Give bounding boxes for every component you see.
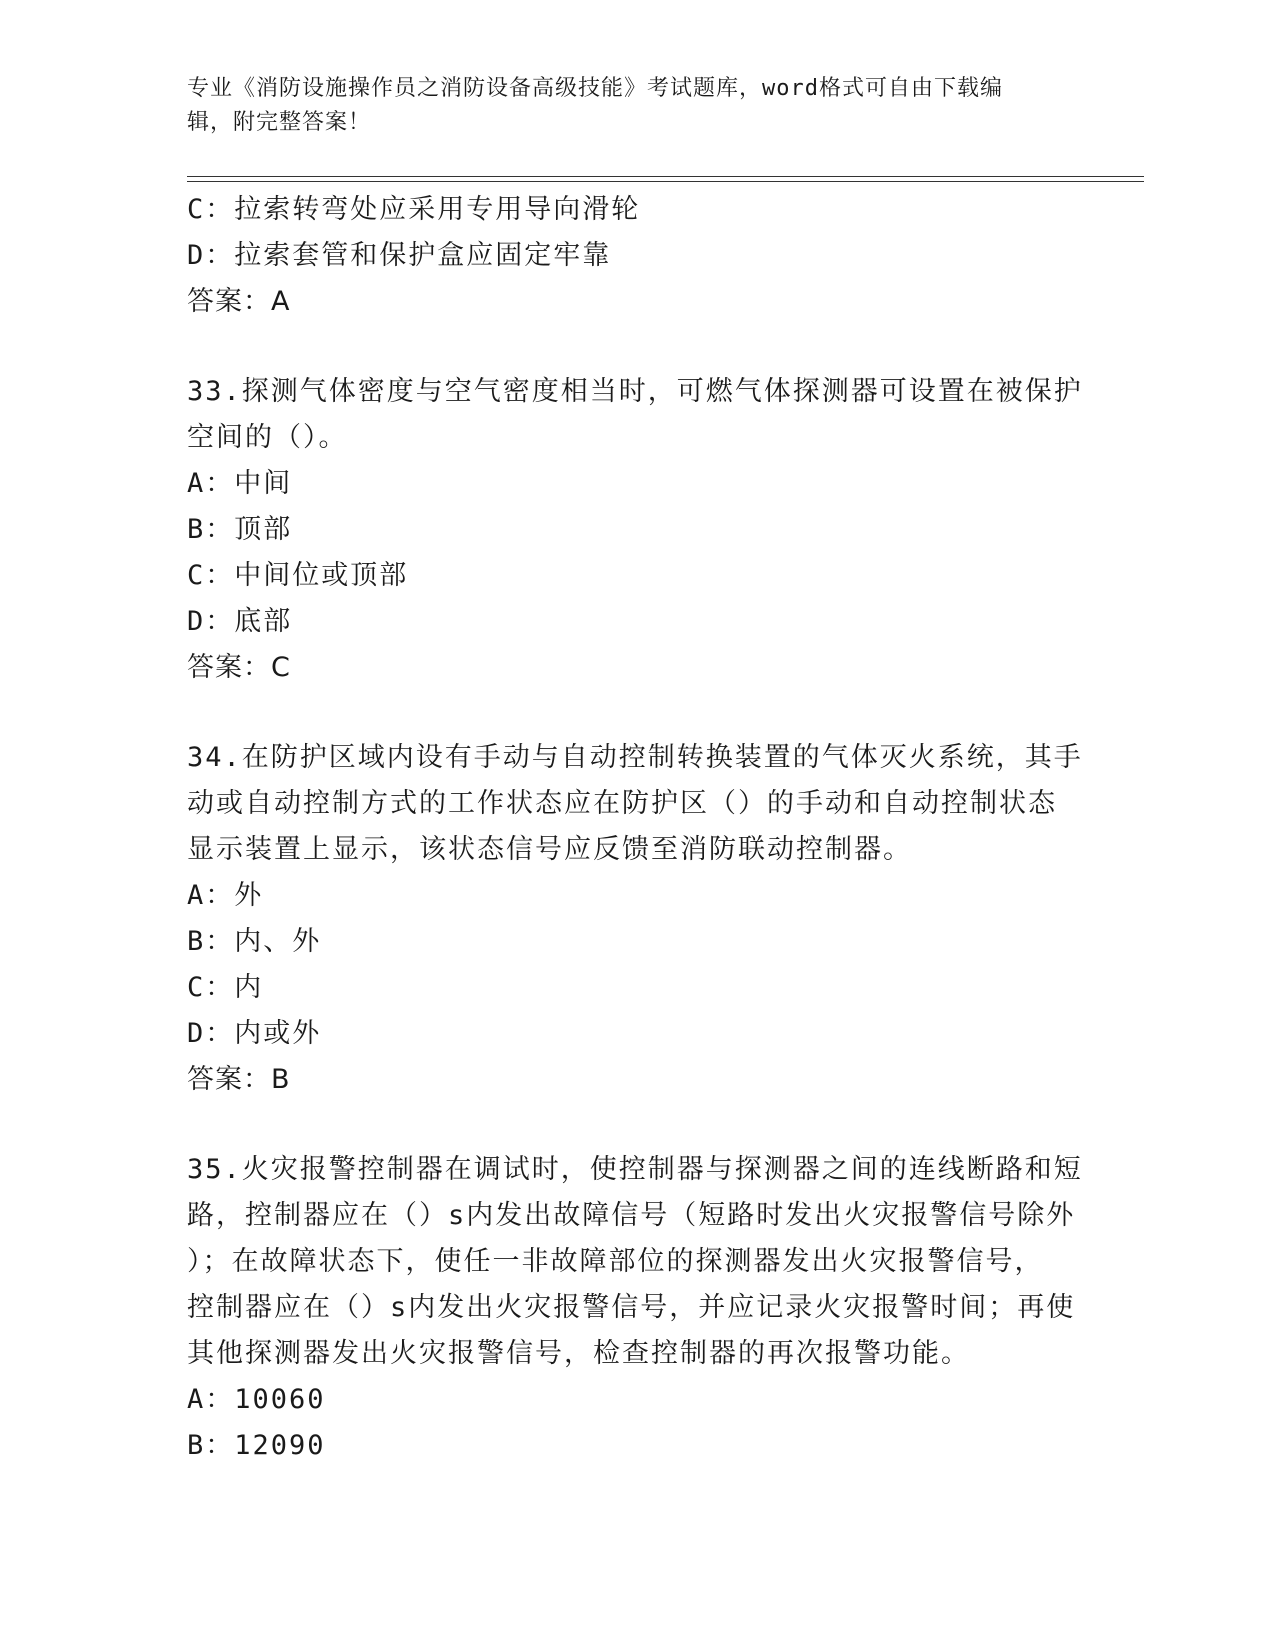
option-c — [187, 965, 1087, 1011]
document-header — [187, 72, 1067, 140]
option-text: 10060 — [234, 1384, 326, 1415]
option-text: 内、外 — [234, 926, 322, 957]
answer-line: 答案：B — [187, 1064, 291, 1095]
option-text: 拉索套管和保护盒应固定牢靠 — [234, 240, 612, 271]
header-line-1: 专业《消防设施操作员之消防设备高级技能》考试题库，word格式可自由下载编 — [187, 76, 1003, 101]
header-line-2: 辑，附完整答案！ — [187, 110, 372, 135]
question-33 — [187, 369, 1087, 691]
option-label: B： — [187, 1430, 235, 1461]
option-d — [187, 233, 1087, 279]
option-b — [187, 1423, 1087, 1469]
stem-line: 35.火灾报警控制器在调试时，使控制器与探测器之间的连线断路和短 — [187, 1154, 1083, 1185]
option-a — [187, 1377, 1087, 1423]
option-text: 中间 — [234, 468, 293, 499]
option-a — [187, 461, 1087, 507]
answer-line: 答案：A — [187, 286, 291, 317]
option-text: 底部 — [234, 606, 293, 637]
question-stem — [187, 369, 1087, 461]
option-b — [187, 507, 1087, 553]
option-text: 外 — [234, 880, 264, 911]
option-label: A： — [187, 880, 235, 911]
option-c — [187, 187, 1087, 233]
stem-line: 动或自动控制方式的工作状态应在防护区（）的手动和自动控制状态 — [187, 788, 1057, 819]
option-d — [187, 1011, 1087, 1057]
option-label: C： — [187, 972, 235, 1003]
option-text: 内或外 — [234, 1018, 322, 1049]
option-text: 顶部 — [234, 514, 293, 545]
stem-line: ）；在故障状态下，使任一非故障部位的探测器发出火灾报警信号， — [187, 1246, 1044, 1277]
option-text: 内 — [234, 972, 264, 1003]
stem-line: 33.探测气体密度与空气密度相当时，可燃气体探测器可设置在被保护 — [187, 376, 1083, 407]
option-text: 12090 — [234, 1430, 326, 1461]
header-divider-bottom — [187, 181, 1144, 182]
option-label: D： — [187, 1018, 235, 1049]
option-label: A： — [187, 468, 235, 499]
option-d — [187, 599, 1087, 645]
spacer — [187, 691, 1087, 735]
stem-line: 路，控制器应在（）s内发出故障信号（短路时发出火灾报警信号除外 — [187, 1200, 1076, 1231]
option-label: B： — [187, 514, 235, 545]
stem-line: 显示装置上显示，该状态信号应反馈至消防联动控制器。 — [187, 834, 912, 865]
spacer — [187, 325, 1087, 369]
option-label: C： — [187, 194, 235, 225]
stem-line: 控制器应在（）s内发出火灾报警信号，并应记录火灾报警时间；再使 — [187, 1292, 1076, 1323]
question-34 — [187, 735, 1087, 1103]
option-label: C： — [187, 560, 235, 591]
stem-line: 34.在防护区域内设有手动与自动控制转换装置的气体灭火系统，其手 — [187, 742, 1083, 773]
option-label: D： — [187, 240, 235, 271]
question-stem — [187, 1147, 1087, 1377]
option-c — [187, 553, 1087, 599]
answer-line: 答案：C — [187, 652, 291, 683]
spacer — [187, 1103, 1087, 1147]
option-label: D： — [187, 606, 235, 637]
prev-question — [187, 187, 1087, 325]
option-a — [187, 873, 1087, 919]
option-b — [187, 919, 1087, 965]
option-label: B： — [187, 926, 235, 957]
option-text: 拉索转弯处应采用专用导向滑轮 — [234, 194, 641, 225]
option-label: A： — [187, 1384, 235, 1415]
stem-line: 其他探测器发出火灾报警信号，检查控制器的再次报警功能。 — [187, 1338, 970, 1369]
option-text: 中间位或顶部 — [234, 560, 409, 591]
header-divider-top — [187, 176, 1144, 177]
question-stem — [187, 735, 1087, 873]
question-list — [187, 187, 1087, 1469]
question-35 — [187, 1147, 1087, 1469]
stem-line: 空间的（）。 — [187, 422, 348, 453]
